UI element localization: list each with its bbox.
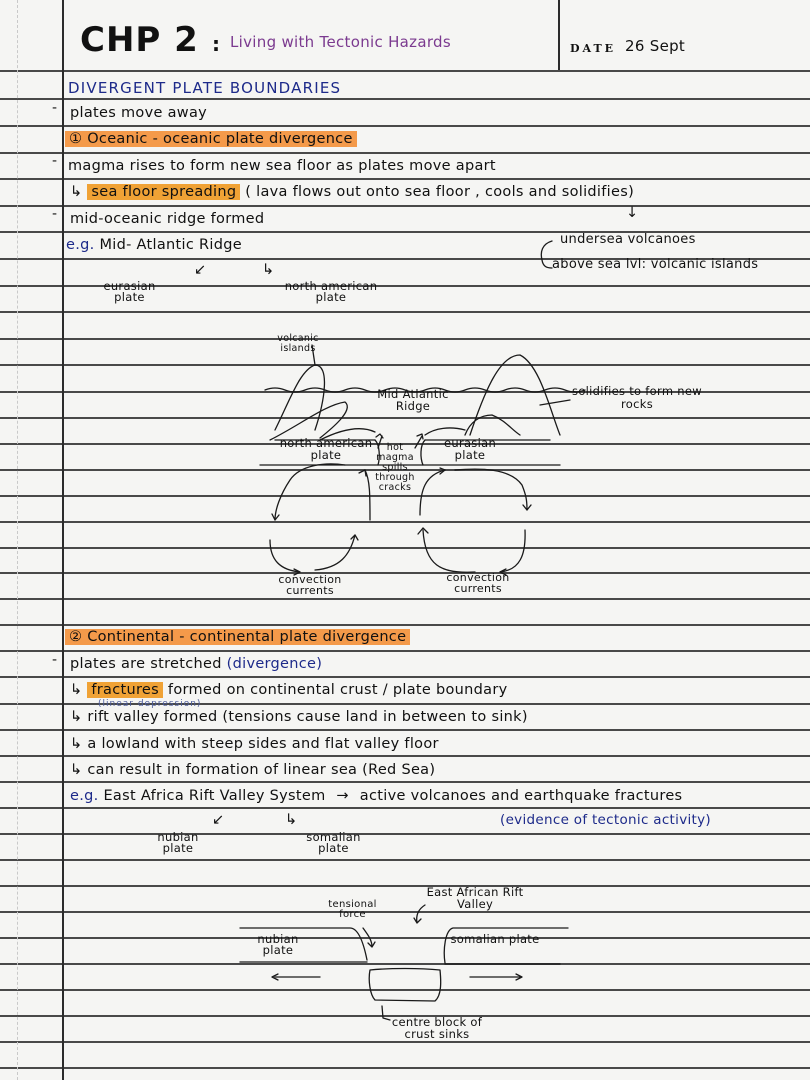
plate-somalian: somalian plate (306, 830, 361, 855)
part2-heading (65, 629, 410, 645)
arrow-left-down-icon: ↙ (194, 262, 207, 278)
margin-line (62, 0, 64, 1080)
branch-islands: above sea lvl: volcanic islands (552, 257, 759, 272)
part1-heading (65, 131, 357, 147)
ruled-line (0, 755, 810, 757)
part1-point1: magma rises to form new sea floor as plates move apart (68, 158, 496, 174)
fractures-rest: formed on continental crust / plate boundary (167, 682, 508, 698)
bullet-dash: - (52, 153, 58, 169)
part2-point1 (70, 656, 322, 672)
ruled-line (0, 859, 810, 861)
label-na-plate: north american plate (279, 436, 373, 462)
date-label: DATE (570, 42, 617, 55)
down-arrow-icon: ↓ (626, 205, 639, 221)
fractures-line (70, 682, 507, 698)
lowland-text: a lowland with steep sides and flat valley floor (87, 736, 439, 752)
label-mid-atlantic-ridge: Mid Atlantic Ridge (377, 387, 449, 413)
sub-arrow-icon: ↳ (70, 762, 83, 778)
label-eu-plate: eurasian plate (443, 436, 497, 462)
bullet-dash: - (52, 652, 58, 668)
linear-depression-annotation: (linear depression) (98, 699, 202, 709)
ruled-line (0, 205, 810, 207)
ruled-line (0, 650, 810, 652)
part1-point2: mid-oceanic ridge formed (70, 211, 265, 227)
intro-point: plates move away (70, 105, 208, 121)
example-result: active volcanoes and earthquake fractures (359, 788, 683, 804)
ruled-line (0, 70, 810, 72)
chapter-title: CHP 2 (80, 20, 199, 60)
example-name: Mid- Atlantic Ridge (99, 237, 242, 253)
part2-sub3 (70, 762, 435, 778)
sub-arrow-icon: ↳ (70, 709, 83, 725)
bullet-dash: - (52, 100, 58, 116)
faint-margin-line (17, 0, 19, 1080)
label-convection-right: convection currents (446, 571, 510, 595)
plate-north-american: north american plate (284, 279, 378, 304)
ruled-line (0, 98, 810, 100)
ruled-line (0, 624, 810, 626)
rift-valley-text: rift valley formed (tensions cause land in between to sink) (87, 709, 528, 725)
label-hot-magma: hot magma spills through cracks (375, 442, 415, 493)
part1-example (66, 237, 242, 253)
section-heading: DIVERGENT PLATE BOUNDARIES (68, 79, 342, 97)
divergence-note: (divergence) (226, 656, 323, 672)
ridge-diagram (230, 330, 690, 600)
bullet-dash: - (52, 206, 58, 222)
ruled-line (0, 676, 810, 678)
part2-sub2 (70, 736, 439, 752)
sub-arrow-icon: ↳ (70, 682, 83, 698)
part2-example (70, 788, 682, 804)
plate-eurasian: eurasian plate (103, 279, 156, 304)
label-somalian-plate: somalian plate (450, 932, 540, 946)
label-tensional-force: tensional force (328, 899, 377, 920)
label-volcanic-islands: volcanic islands (277, 333, 319, 354)
ruled-line (0, 729, 810, 731)
ruled-line (0, 311, 810, 313)
ruled-line (0, 1067, 810, 1069)
arrow-left-down-icon: ↙ (212, 812, 225, 828)
fractures-highlight: fractures (87, 682, 163, 698)
eg-prefix: e.g. (66, 237, 95, 253)
evidence-note: (evidence of tectonic activity) (500, 812, 711, 828)
sub-arrow-icon: ↳ (70, 736, 83, 752)
date-value: 26 Sept (625, 37, 686, 55)
part2-sub1 (70, 709, 528, 725)
ruled-line (0, 833, 810, 835)
ruled-line (0, 125, 810, 127)
arrow-right-down-icon: ↳ (285, 812, 298, 828)
spreading-line (70, 184, 634, 200)
spreading-note: ( lava flows out onto sea floor , cools and solidifies) (245, 184, 635, 200)
label-centre-block: centre block of crust sinks (391, 1015, 483, 1041)
label-convection-left: convection currents (278, 573, 342, 597)
title-separator: : (212, 32, 221, 56)
eg-prefix: e.g. (70, 788, 99, 804)
linear-sea-text: can result in formation of linear sea (Red Sea) (87, 762, 436, 778)
header-divider (558, 0, 560, 70)
arrow-right-down-icon: ↳ (262, 262, 275, 278)
label-solidifies: solidifies to form new rocks (572, 384, 702, 411)
label-east-african-rift: East African Rift Valley (426, 885, 524, 911)
right-arrow-icon: → (336, 788, 349, 804)
chapter-topic: Living with Tectonic Hazards (230, 33, 451, 51)
part2-heading-text: ② Continental - continental plate divergence (65, 629, 410, 645)
part1-heading-text: ① Oceanic - oceanic plate divergence (65, 131, 357, 147)
branch-undersea: undersea volcanoes (560, 232, 696, 247)
stretched-text: plates are stretched (70, 656, 222, 672)
ruled-line (0, 781, 810, 783)
plate-nubian: nubian plate (157, 830, 199, 855)
ruled-line (0, 178, 810, 180)
label-nubian-plate: nubian plate (257, 932, 299, 957)
example-name: East Africa Rift Valley System (103, 788, 326, 804)
sub-arrow-icon: ↳ (70, 184, 83, 200)
sea-floor-spreading-highlight: sea floor spreading (87, 184, 240, 200)
ruled-line (0, 807, 810, 809)
ruled-line (0, 152, 810, 154)
